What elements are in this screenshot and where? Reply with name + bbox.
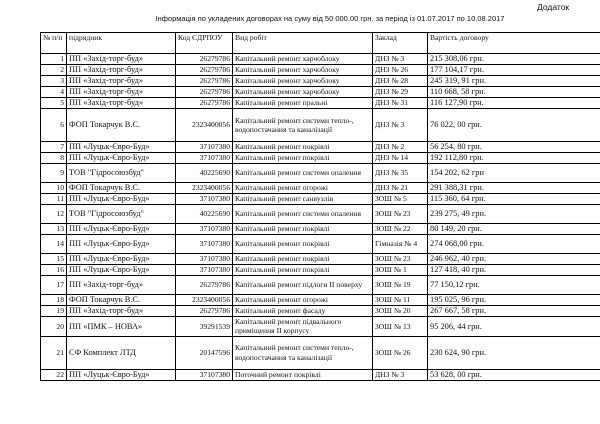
cost-cell: 116 127,90 грн. [428, 98, 600, 109]
contractor-cell: ТОВ "Гідросоюзбуд" [67, 164, 176, 183]
row-number: 15 [41, 254, 67, 265]
row-number: 19 [41, 306, 67, 317]
row-number: 4 [41, 87, 67, 98]
table-row [41, 98, 600, 109]
row-number: 22 [41, 369, 67, 380]
facility-cell: ЗОШ № 23 [373, 205, 428, 224]
facility-cell: ДНЗ № 14 [373, 153, 428, 164]
code-cell: 37107380 [176, 254, 233, 265]
cost-cell: 267 667, 58 грн. [428, 306, 600, 317]
cost-cell: 56 254, 80 грн. [428, 142, 600, 153]
contractor-cell: ПП «Захід-торг-буд» [67, 98, 176, 109]
cost-cell: 80 149, 20 грн. [428, 224, 600, 235]
row-number: 5 [41, 98, 67, 109]
facility-cell: ЗОШ № 20 [373, 306, 428, 317]
table-body [41, 54, 600, 381]
facility-cell: ЗОШ № 1 [373, 265, 428, 276]
cost-cell: 110 668, 58 грн. [428, 87, 600, 98]
code-cell: 37107380 [176, 142, 233, 153]
facility-cell: ДНЗ № 35 [373, 164, 428, 183]
contractor-cell: ПП «Захід-торг-буд» [67, 87, 176, 98]
facility-cell: ДНЗ № 28 [373, 76, 428, 87]
cost-cell: 195 025, 96 грн. [428, 295, 600, 306]
code-cell: 2323400056 [176, 183, 233, 194]
table-row [41, 194, 600, 205]
cost-cell: 115 360, 64 грн. [428, 194, 600, 205]
works-cell: Капітальний ремонт системи тепло-, водопостачання та каналізації [233, 336, 373, 369]
row-number: 6 [41, 109, 67, 142]
cost-cell: 246 962, 40 грн. [428, 254, 600, 265]
works-cell: Капітальний ремонт харчоблоку [233, 76, 373, 87]
table-row [41, 65, 600, 76]
facility-cell: ЗОШ № 23 [373, 254, 428, 265]
table-row [41, 87, 600, 98]
code-cell: 26279786 [176, 87, 233, 98]
cost-cell: 95 206, 44 грн. [428, 317, 600, 337]
document-title: Інформація по укладених договорах на суму від 50 000.00 грн. за період із 01.07.2017 по 10.08.2017 [155, 14, 505, 23]
works-cell: Капітальний ремонт покрівлі [233, 235, 373, 254]
row-number: 18 [41, 295, 67, 306]
works-cell: Капітальний ремонт системи опалення [233, 164, 373, 183]
facility-cell: ДНЗ № 3 [373, 54, 428, 65]
table-row [41, 235, 600, 254]
code-cell: 26279786 [176, 54, 233, 65]
appendix-label: Додаток [537, 2, 570, 12]
works-cell: Капітальний ремонт огорожі [233, 183, 373, 194]
row-number: 9 [41, 164, 67, 183]
table-row [41, 295, 600, 306]
facility-cell: ДНЗ № 3 [373, 369, 428, 380]
column-header-contractor: підрядник [67, 33, 176, 54]
works-cell: Капітальний ремонт покрівлі [233, 265, 373, 276]
table-row [41, 205, 600, 224]
contractor-cell: ПП «ПМК – НОВА» [67, 317, 176, 337]
contractor-cell: ПП «Луцьк-Євро-Буд» [67, 369, 176, 380]
contractor-cell: ПП «Луцьк-Євро-Буд» [67, 194, 176, 205]
code-cell: 37107380 [176, 235, 233, 254]
cost-cell: 274 068,00 грн. [428, 235, 600, 254]
cost-cell: 230 624, 90 грн. [428, 336, 600, 369]
row-number: 10 [41, 183, 67, 194]
row-number: 11 [41, 194, 67, 205]
contractor-cell: ПП «Захід-торг-буд» [67, 54, 176, 65]
contractor-cell: ПП «Захід-торг-буд» [67, 65, 176, 76]
row-number: 7 [41, 142, 67, 153]
works-cell: Капітальний ремонт системи опалення [233, 205, 373, 224]
works-cell: Поточний ремонт покрівлі [233, 369, 373, 380]
code-cell: 2323400056 [176, 109, 233, 142]
facility-cell: ДНЗ № 29 [373, 87, 428, 98]
cost-cell: 154 202, 62 грн [428, 164, 600, 183]
contractor-cell: ПП «Луцьк-Євро-Буд» [67, 153, 176, 164]
column-header-facility: Заклад [373, 33, 428, 54]
works-cell: Капітальний ремонт огорожі [233, 295, 373, 306]
table-row [41, 54, 600, 65]
cost-cell: 127 418, 40 грн. [428, 265, 600, 276]
column-header-works: Вид робіт [233, 33, 373, 54]
row-number: 2 [41, 65, 67, 76]
code-cell: 40225690 [176, 164, 233, 183]
cost-cell: 53 628, 00 грн. [428, 369, 600, 380]
table-row [41, 142, 600, 153]
works-cell: Капітальний ремонт санвузлів [233, 194, 373, 205]
works-cell: Капітальний ремонт підлоги II поверху [233, 276, 373, 295]
works-cell: Капітальний ремонт фасаду [233, 306, 373, 317]
contractor-cell: ПП «Луцьк-Євро-Буд» [67, 265, 176, 276]
works-cell: Капітальний ремонт підвального приміщення II корпусу [233, 317, 373, 337]
row-number: 16 [41, 265, 67, 276]
facility-cell: ДНЗ № 21 [373, 183, 428, 194]
table-row [41, 336, 600, 369]
works-cell: Капітальний ремонт покрівлі [233, 224, 373, 235]
works-cell: Капітальний ремонт харчоблоку [233, 87, 373, 98]
code-cell: 37107380 [176, 194, 233, 205]
facility-cell: ЗОШ № 26 [373, 336, 428, 369]
row-number: 13 [41, 224, 67, 235]
row-number: 17 [41, 276, 67, 295]
table-row [41, 153, 600, 164]
works-cell: Капітальний ремонт пральні [233, 98, 373, 109]
works-cell: Капітальний ремонт покрівлі [233, 254, 373, 265]
table-row [41, 306, 600, 317]
code-cell: 26279786 [176, 65, 233, 76]
works-cell: Капітальний ремонт харчоблоку [233, 54, 373, 65]
code-cell: 37107380 [176, 265, 233, 276]
code-cell: 26279786 [176, 76, 233, 87]
row-number: 3 [41, 76, 67, 87]
contractor-cell: ПП «Захід-торг-буд» [67, 306, 176, 317]
code-cell: 20147596 [176, 336, 233, 369]
cost-cell: 239 275, 49 грн. [428, 205, 600, 224]
table-row [41, 76, 600, 87]
table-row [41, 164, 600, 183]
cost-cell: 77 150,12 грн. [428, 276, 600, 295]
works-cell: Капітальний ремонт харчоблоку [233, 65, 373, 76]
contractor-cell: ПП «Луцьк-Євро-Буд» [67, 224, 176, 235]
table-row [41, 317, 600, 337]
code-cell: 26279786 [176, 306, 233, 317]
table-row [41, 224, 600, 235]
facility-cell: ЗОШ № 5 [373, 194, 428, 205]
contractor-cell: СФ Комплект ЛТД [67, 336, 176, 369]
works-cell: Капітальний ремонт покрівлі [233, 142, 373, 153]
contractor-cell: ПП «Луцьк-Євро-Буд» [67, 254, 176, 265]
code-cell: 37107380 [176, 224, 233, 235]
row-number: 1 [41, 54, 67, 65]
facility-cell: ДНЗ № 31 [373, 98, 428, 109]
contractor-cell: ТОВ "Гідросоюзбуд" [67, 205, 176, 224]
works-cell: Капітальний ремонт покрівлі [233, 153, 373, 164]
facility-cell: ДНЗ № 26 [373, 65, 428, 76]
cost-cell: 192 112,80 грн. [428, 153, 600, 164]
row-number: 20 [41, 317, 67, 337]
cost-cell: 291 388,31 грн. [428, 183, 600, 194]
table-row [41, 109, 600, 142]
table-row [41, 254, 600, 265]
facility-cell: Гімназія № 4 [373, 235, 428, 254]
contractor-cell: ПП «Захід-торг-буд» [67, 276, 176, 295]
code-cell: 40225690 [176, 205, 233, 224]
column-header-cost: Вартість договору [428, 33, 600, 54]
code-cell: 2323400056 [176, 295, 233, 306]
column-header-code: Код ЄДРПОУ [176, 33, 233, 54]
cost-cell: 215 308,06 грн. [428, 54, 600, 65]
facility-cell: ЗОШ № 11 [373, 295, 428, 306]
table-row [41, 369, 600, 380]
code-cell: 37107380 [176, 369, 233, 380]
contractor-cell: ФОП Токарчук В.С. [67, 295, 176, 306]
contracts-table [40, 32, 600, 381]
cost-cell: 245 319, 91 грн. [428, 76, 600, 87]
facility-cell: ДНЗ № 2 [373, 142, 428, 153]
works-cell: Капітальний ремонт системи тепло-, водопостачання та каналізації [233, 109, 373, 142]
cost-cell: 177 104,17 грн. [428, 65, 600, 76]
contractor-cell: ПП «Захід-торг-буд» [67, 76, 176, 87]
table-row [41, 183, 600, 194]
facility-cell: ЗОШ № 22 [373, 224, 428, 235]
code-cell: 37107380 [176, 153, 233, 164]
table-row [41, 276, 600, 295]
facility-cell: ЗОШ № 13 [373, 317, 428, 337]
cost-cell: 76 022, 00 грн. [428, 109, 600, 142]
row-number: 12 [41, 205, 67, 224]
facility-cell: ДНЗ № 3 [373, 109, 428, 142]
table-header-row [41, 33, 600, 54]
contractor-cell: ПП «Луцьк-Євро-Буд» [67, 235, 176, 254]
code-cell: 26279786 [176, 276, 233, 295]
code-cell: 39291539 [176, 317, 233, 337]
facility-cell: ЗОШ № 19 [373, 276, 428, 295]
contractor-cell: ФОП Токарчук В.С. [67, 109, 176, 142]
code-cell: 26279786 [176, 98, 233, 109]
row-number: 14 [41, 235, 67, 254]
contractor-cell: ПП «Луцьк-Євро-Буд» [67, 142, 176, 153]
column-header-number: № п/п [41, 33, 67, 54]
row-number: 8 [41, 153, 67, 164]
contractor-cell: ФОП Токарчук В.С. [67, 183, 176, 194]
row-number: 21 [41, 336, 67, 369]
table-row [41, 265, 600, 276]
